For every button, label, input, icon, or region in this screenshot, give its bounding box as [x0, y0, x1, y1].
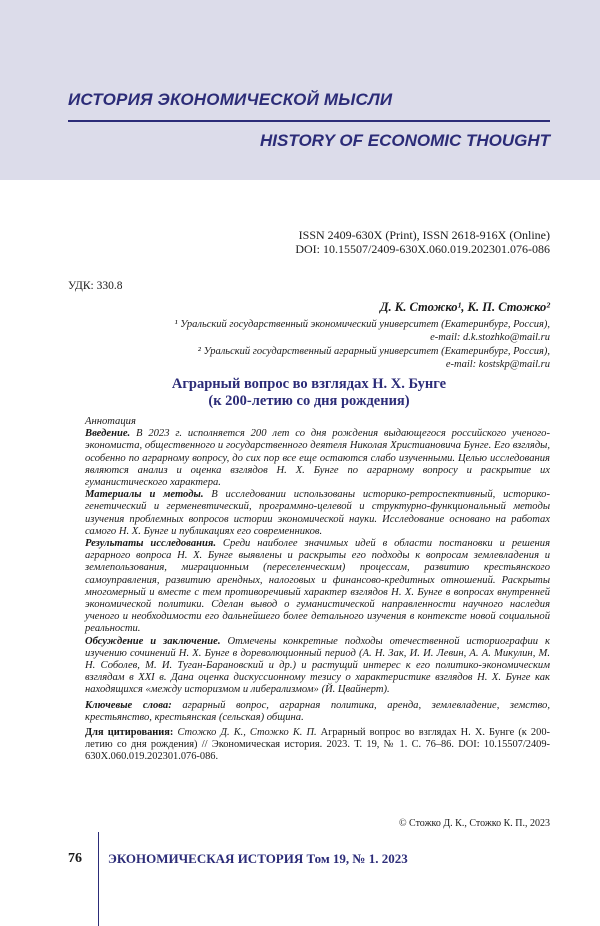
methods-text: В исследовании использованы историко-ретроспективный, историко-генетический и герменевтический, программно-целевой и структурно-функциональный методы изучения проблемных вопросов истории экономической науки. Исследование основано на работах самого Н. Х. Бунге и публикациях его современников.	[85, 489, 551, 537]
results-text: Среди наиболее значимых идей в области постановки и решения аграрного вопроса Н. Х. Бунге выявлены и раскрыты его подходы к вопросам землевладения и землепользования, миграционным (переселенческим) процессам, развитию крестьянского самоуправления, развитию арендных, налоговых и финансово-кредитных отношений. Раскрыты многомерный и вместе с тем противоречивый характер взглядов Н. Х. Бунге в вопросах внутренней экономической политики. Сделан вывод о гуманистической направленности научного наследия ученого и необходимости его дальнейшего более детального изучения в контексте новой социальной реальности.	[85, 538, 550, 635]
abstract-introduction	[85, 428, 550, 489]
abstract-label: Аннотация	[85, 416, 136, 427]
introduction-text: В 2023 г. исполняется 200 лет со дня рождения выдающегося российского ученого-экономиста, общественного и государственного деятеля Николая Христиановича Бунге. Его взгляды, особенно по аграрному вопросу, до сих пор все еще остаются слабо изученными. Целью исследования являются анализ и оценка взглядов Н. Х. Бунге по аграрному вопросу и раскрытие их гуманистического характера.	[85, 428, 550, 489]
citation-authors: Стожко Д. К., Стожко К. П.	[173, 727, 317, 739]
citation-heading: Для цитирования:	[85, 727, 174, 739]
article-title	[68, 376, 550, 410]
article-title-line-1: Аграрный вопрос во взглядах Н. Х. Бунге	[171, 376, 447, 392]
citation	[85, 727, 550, 764]
doi-line: DOI: 10.15507/2409-630X.060.019.202301.076-086	[295, 242, 550, 256]
article-title-line-2: (к 200-летию со дня рождения)	[208, 393, 410, 409]
rubric-title-ru: ИСТОРИЯ ЭКОНОМИЧЕСКОЙ МЫСЛИ	[68, 90, 393, 109]
abstract-methods	[85, 489, 550, 538]
introduction-heading: Введение.	[85, 428, 131, 440]
footer-divider	[98, 832, 99, 926]
affiliation-1-name: ¹ Уральский государственный экономический университет (Екатеринбург, Россия),	[174, 319, 550, 330]
methods-heading: Материалы и методы.	[85, 489, 204, 501]
page-number: 76	[68, 851, 82, 866]
affiliation-1-email: e-mail: d.k.stozhko@mail.ru	[430, 332, 550, 343]
results-heading: Результаты исследования.	[85, 538, 216, 550]
abstract-block	[85, 416, 550, 764]
author-names: Д. К. Стожко¹, К. П. Стожко²	[379, 300, 550, 314]
udk-code: УДК: 330.8	[68, 280, 123, 292]
header-divider	[68, 120, 550, 122]
affiliation-2	[198, 345, 550, 371]
affiliation-2-name: ² Уральский государственный аграрный университет (Екатеринбург, Россия),	[197, 346, 550, 357]
affiliation-1	[174, 318, 550, 344]
issn-line: ISSN 2409-630X (Print), ISSN 2618-916X (Online)	[298, 228, 550, 242]
abstract-discussion	[85, 636, 550, 697]
abstract-results	[85, 538, 550, 636]
discussion-heading: Обсуждение и заключение.	[85, 635, 221, 647]
keywords	[85, 700, 550, 724]
keywords-heading: Ключевые слова:	[85, 699, 172, 711]
rubric-title-en: HISTORY OF ECONOMIC THOUGHT	[260, 131, 550, 150]
journal-footer: ЭКОНОМИЧЕСКАЯ ИСТОРИЯ Том 19, № 1. 2023	[108, 851, 408, 866]
discussion-text: Отмечены конкретные подходы отечественной историографии к изучению сочинений Н. Х. Бунге в дореволюционный период (А. Н. Зак, И. И. Левин, А. А. Микулин, М. Н. Соболев, М. И. Туган-Барановский и др.) и растущий интерес к его политико-экономическим взглядам в XXI в. Дана оценка дискуссионному тезису о характеристике взглядов Н. Х. Бунге как находящихся «между историзмом и либерализмом» (Й. Цвайнерт).	[85, 635, 550, 696]
keywords-text: аграрный вопрос, аграрная политика, аренда, землевладение, земство, крестьянство, крестьянская (сельская) община.	[85, 699, 551, 723]
affiliation-2-email: e-mail: kostskp@mail.ru	[445, 359, 550, 370]
issn-block	[295, 228, 550, 256]
copyright-notice: © Стожко Д. К., Стожко К. П., 2023	[398, 818, 550, 829]
citation-text: Аграрный вопрос во взглядах Н. Х. Бунге (к 200-летию со дня рождения) // Экономическая история. 2023. Т. 19, № 1. С. 76–86. DOI: 10.15507/2409-630X.060.019.202301.076-086.	[85, 727, 550, 763]
